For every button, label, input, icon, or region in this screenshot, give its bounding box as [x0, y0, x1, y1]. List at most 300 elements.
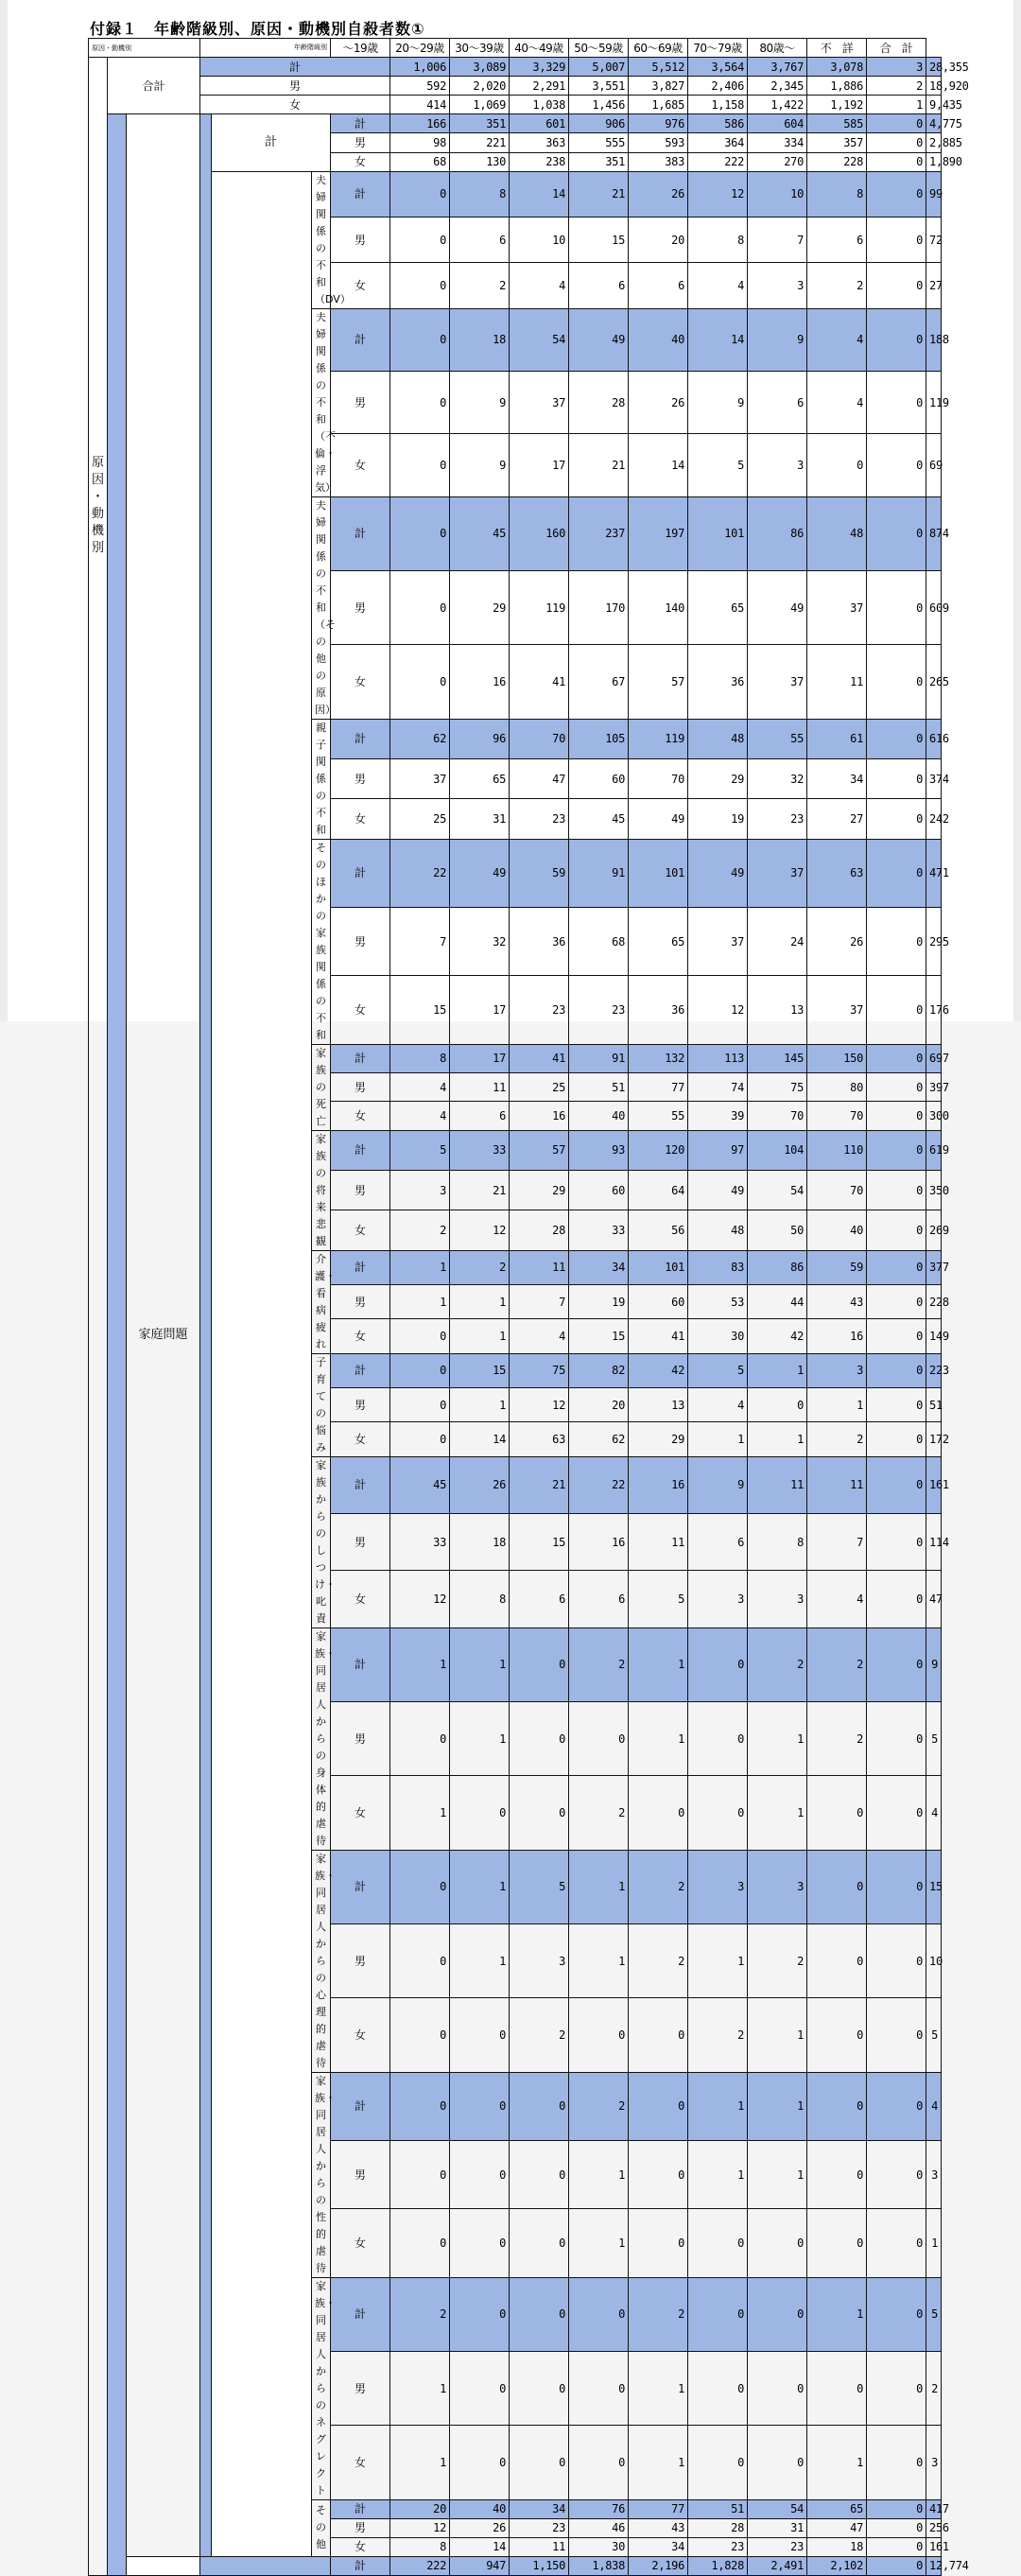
value-cell: 91: [569, 1044, 629, 1072]
value-cell: 9: [450, 371, 510, 433]
cause-label: [312, 839, 331, 1044]
value-cell: 16: [569, 1513, 629, 1570]
sex-label: 女: [331, 2209, 390, 2277]
value-cell: 22: [569, 1456, 629, 1513]
value-cell: 3,089: [450, 58, 510, 77]
sex-label: 男: [331, 570, 390, 644]
value-cell: 0: [867, 152, 926, 171]
value-cell: 1,006: [390, 58, 450, 77]
value-cell: 0: [867, 2518, 926, 2537]
value-cell: 0: [867, 907, 926, 975]
value-cell: 104: [748, 1130, 807, 1170]
value-cell: 18,920: [926, 77, 942, 96]
column-header: 合 計: [867, 39, 926, 58]
value-cell: 1: [569, 2140, 629, 2208]
cause-label: [312, 1044, 331, 1130]
value-cell: 6: [807, 217, 867, 262]
sex-label: 男: [331, 2351, 390, 2425]
sex-label: 女: [331, 645, 390, 719]
value-cell: 149: [926, 1319, 942, 1353]
value-cell: 40: [569, 1102, 629, 1130]
value-cell: 3: [748, 1850, 807, 1923]
next-category-label-cell: [127, 2556, 200, 2575]
value-cell: 3,078: [807, 58, 867, 77]
value-cell: 150: [807, 1044, 867, 1072]
value-cell: 21: [450, 1170, 510, 1210]
value-cell: 906: [569, 114, 629, 133]
value-cell: 2,102: [807, 2556, 867, 2575]
value-cell: 41: [510, 645, 569, 719]
value-cell: 14: [629, 434, 688, 496]
value-cell: 11: [510, 2537, 569, 2556]
value-cell: 222: [390, 2556, 450, 2575]
sex-label: 計: [331, 1850, 390, 1923]
value-cell: 1: [867, 96, 926, 114]
value-cell: 874: [926, 496, 942, 570]
value-cell: 3,767: [748, 58, 807, 77]
value-cell: 57: [510, 1130, 569, 1170]
sex-label: 男: [200, 77, 390, 96]
value-cell: 0: [807, 1850, 867, 1923]
value-cell: 27: [926, 263, 942, 308]
value-cell: 49: [629, 799, 688, 839]
value-cell: 2,406: [688, 77, 748, 96]
header-row: [89, 39, 942, 58]
value-cell: 2,291: [510, 77, 569, 96]
sex-label: 女: [331, 263, 390, 308]
sex-label: 計: [331, 114, 390, 133]
value-cell: 0: [390, 1422, 450, 1456]
value-cell: 4: [390, 1072, 450, 1101]
left-page-edge: [0, 0, 8, 1021]
sex-label: 男: [331, 217, 390, 262]
value-cell: 75: [748, 1072, 807, 1101]
value-cell: 0: [867, 1571, 926, 1627]
value-cell: 26: [450, 2518, 510, 2537]
value-cell: 4: [688, 263, 748, 308]
value-cell: 120: [629, 1130, 688, 1170]
value-cell: 6: [629, 263, 688, 308]
value-cell: 2: [748, 1923, 807, 1997]
value-cell: 24: [748, 907, 807, 975]
value-cell: 0: [867, 1513, 926, 1570]
cause-indent-cell: [212, 171, 312, 2556]
value-cell: 5: [510, 1850, 569, 1923]
value-cell: 0: [688, 2277, 748, 2351]
sex-label: 計: [331, 719, 390, 758]
value-cell: 9: [688, 1456, 748, 1513]
value-cell: 65: [807, 2499, 867, 2518]
value-cell: 1: [629, 1627, 688, 1701]
cause-label-text: 家族の死亡: [316, 1046, 327, 1127]
value-cell: 0: [867, 2209, 926, 2277]
value-cell: 351: [569, 152, 629, 171]
value-cell: 619: [926, 1130, 942, 1170]
value-cell: 5: [390, 1130, 450, 1170]
value-cell: 53: [688, 1284, 748, 1318]
value-cell: 1: [688, 2140, 748, 2208]
value-cell: 8: [748, 1513, 807, 1570]
value-cell: 54: [510, 308, 569, 371]
value-cell: 36: [688, 645, 748, 719]
value-cell: 37: [390, 758, 450, 798]
value-cell: 6: [569, 1571, 629, 1627]
value-cell: 18: [807, 2537, 867, 2556]
value-cell: 363: [510, 133, 569, 152]
value-cell: 13: [748, 976, 807, 1044]
value-cell: 130: [450, 152, 510, 171]
value-cell: 1: [450, 1284, 510, 1318]
value-cell: 0: [867, 133, 926, 152]
value-cell: 1: [569, 2209, 629, 2277]
value-cell: 0: [867, 1210, 926, 1250]
value-cell: 5: [688, 434, 748, 496]
value-cell: 1,890: [926, 152, 942, 171]
sex-label: 女: [331, 434, 390, 496]
value-cell: 1: [748, 1353, 807, 1387]
vertical-label-char: 動: [92, 507, 105, 522]
value-cell: 3: [688, 1850, 748, 1923]
value-cell: 15: [569, 217, 629, 262]
value-cell: 23: [688, 2537, 748, 2556]
value-cell: 23: [748, 2537, 807, 2556]
value-cell: 1: [450, 1627, 510, 1701]
vertical-label-char: 別: [92, 541, 105, 556]
value-cell: 0: [867, 2277, 926, 2351]
value-cell: 3,564: [688, 58, 748, 77]
column-header: 80歳～: [748, 39, 807, 58]
value-cell: 1: [390, 1250, 450, 1284]
value-cell: 21: [569, 171, 629, 217]
value-cell: 0: [569, 2277, 629, 2351]
value-cell: 0: [867, 2426, 926, 2499]
vertical-label-char: 機: [92, 524, 105, 539]
value-cell: 3: [807, 1353, 867, 1387]
grand-total-row: [89, 58, 942, 77]
value-cell: 86: [748, 1250, 807, 1284]
sex-label: 男: [331, 1923, 390, 1997]
value-cell: 14: [450, 2537, 510, 2556]
value-cell: 12: [390, 2518, 450, 2537]
value-cell: 2: [748, 1627, 807, 1701]
value-cell: 2: [569, 1776, 629, 1850]
cause-label-text: 家族・同居人から の心理的虐待: [315, 1852, 337, 2069]
value-cell: 105: [569, 719, 629, 758]
cause-label-text: 夫婦関係の不和 （不倫・浮気）: [315, 310, 337, 494]
value-cell: 1: [748, 1998, 807, 2072]
value-cell: 2: [629, 2277, 688, 2351]
value-cell: 5: [926, 2277, 942, 2351]
cause-label-text: 家族からのしつ け・叱責: [315, 1458, 337, 1625]
sex-label: 女: [331, 1102, 390, 1130]
value-cell: 11: [748, 1456, 807, 1513]
value-cell: 1: [390, 2426, 450, 2499]
value-cell: 222: [688, 152, 748, 171]
value-cell: 49: [748, 570, 807, 644]
value-cell: 0: [688, 2209, 748, 2277]
value-cell: 0: [390, 371, 450, 433]
value-cell: 0: [390, 171, 450, 217]
value-cell: 2,196: [629, 2556, 688, 2575]
value-cell: 601: [510, 114, 569, 133]
cause-label: [312, 1130, 331, 1250]
cause-label: [312, 308, 337, 496]
value-cell: 1,069: [450, 96, 510, 114]
value-cell: 0: [390, 1701, 450, 1775]
value-cell: 70: [510, 719, 569, 758]
value-cell: 3,827: [629, 77, 688, 96]
value-cell: 145: [748, 1044, 807, 1072]
column-header: 40～49歳: [510, 39, 569, 58]
sex-label: 男: [331, 2518, 390, 2537]
value-cell: 23: [748, 799, 807, 839]
value-cell: 947: [450, 2556, 510, 2575]
grand-total-row: [89, 96, 942, 114]
value-cell: 0: [867, 976, 926, 1044]
value-cell: 119: [926, 371, 942, 433]
value-cell: 0: [748, 2351, 807, 2425]
sex-label: 男: [331, 371, 390, 433]
value-cell: 98: [390, 133, 450, 152]
value-cell: 31: [450, 799, 510, 839]
value-cell: 59: [807, 1250, 867, 1284]
value-cell: 0: [390, 570, 450, 644]
value-cell: 2: [807, 263, 867, 308]
value-cell: 40: [629, 308, 688, 371]
value-cell: 65: [688, 570, 748, 644]
value-cell: 0: [450, 1776, 510, 1850]
cause-label-text: 夫婦関係の不和 （その他の原因）: [315, 498, 337, 716]
column-header: 60～69歳: [629, 39, 688, 58]
value-cell: 0: [390, 263, 450, 308]
value-cell: 15: [390, 976, 450, 1044]
value-cell: 32: [748, 758, 807, 798]
value-cell: 49: [450, 839, 510, 907]
table-body: [89, 39, 969, 2576]
value-cell: 65: [450, 758, 510, 798]
value-cell: 1: [807, 1387, 867, 1421]
sex-label: 計: [331, 2556, 390, 2575]
sex-label: 計: [331, 1130, 390, 1170]
value-cell: 54: [748, 2499, 807, 2518]
sex-label: 計: [331, 2072, 390, 2140]
value-cell: 223: [926, 1353, 942, 1387]
vertical-label-char: ・: [92, 490, 105, 505]
value-cell: 36: [510, 907, 569, 975]
value-cell: 228: [807, 152, 867, 171]
sex-label: 男: [331, 1387, 390, 1421]
value-cell: 76: [569, 2499, 629, 2518]
value-cell: 50: [748, 1210, 807, 1250]
value-cell: 0: [390, 1998, 450, 2072]
value-cell: 3: [390, 1170, 450, 1210]
value-cell: 3: [510, 1923, 569, 1997]
value-cell: 172: [926, 1422, 942, 1456]
sex-label: 女: [331, 1998, 390, 2072]
column-header: 50～59歳: [569, 39, 629, 58]
value-cell: 0: [867, 1998, 926, 2072]
sex-label: 女: [331, 2537, 390, 2556]
value-cell: 3: [748, 1571, 807, 1627]
value-cell: 37: [807, 976, 867, 1044]
value-cell: 0: [390, 2072, 450, 2140]
value-cell: 2: [926, 2351, 942, 2425]
page-title: 付録１ 年齢階級別、原因・動機別自殺者数①: [90, 20, 425, 38]
value-cell: 161: [926, 1456, 942, 1513]
value-cell: 19: [688, 799, 748, 839]
value-cell: 15: [450, 1353, 510, 1387]
value-cell: 170: [569, 570, 629, 644]
value-cell: 2: [569, 2072, 629, 2140]
value-cell: 1: [450, 1387, 510, 1421]
sex-label: 女: [331, 2426, 390, 2499]
value-cell: 2,885: [926, 133, 942, 152]
value-cell: 132: [629, 1044, 688, 1072]
sex-label: 男: [331, 133, 390, 152]
cause-label-text: 家族・同居人から の身体的虐待: [315, 1629, 337, 1847]
value-cell: 14: [510, 171, 569, 217]
value-cell: 40: [450, 2499, 510, 2518]
value-cell: 29: [510, 1170, 569, 1210]
value-cell: 101: [629, 1250, 688, 1284]
value-cell: 64: [629, 1170, 688, 1210]
cause-label: [312, 496, 337, 719]
value-cell: 0: [510, 1627, 569, 1701]
sex-label: 女: [331, 1422, 390, 1456]
value-cell: 0: [867, 1319, 926, 1353]
value-cell: 609: [926, 570, 942, 644]
value-cell: 0: [867, 434, 926, 496]
corner-right-label: 年齢階級別: [200, 39, 331, 58]
value-cell: 0: [867, 2140, 926, 2208]
value-cell: 0: [450, 2140, 510, 2208]
category-side-bar: [108, 114, 127, 2576]
value-cell: 1: [569, 1850, 629, 1923]
value-cell: 10: [748, 171, 807, 217]
value-cell: 74: [688, 1072, 748, 1101]
value-cell: 56: [629, 1210, 688, 1250]
value-cell: 55: [629, 1102, 688, 1130]
value-cell: 228: [926, 1284, 942, 1318]
value-cell: 62: [390, 719, 450, 758]
value-cell: 11: [450, 1072, 510, 1101]
value-cell: 351: [450, 114, 510, 133]
value-cell: 15: [569, 1319, 629, 1353]
value-cell: 26: [807, 907, 867, 975]
value-cell: 4: [926, 2072, 942, 2140]
value-cell: 0: [867, 2351, 926, 2425]
value-cell: 604: [748, 114, 807, 133]
value-cell: 5: [926, 1701, 942, 1775]
value-cell: 4: [926, 1776, 942, 1850]
value-cell: 45: [390, 1456, 450, 1513]
value-cell: 3: [688, 1571, 748, 1627]
sex-label: 計: [331, 1044, 390, 1072]
value-cell: 86: [748, 496, 807, 570]
value-cell: 37: [748, 839, 807, 907]
value-cell: 6: [688, 1513, 748, 1570]
value-cell: 374: [926, 758, 942, 798]
value-cell: 1: [748, 2140, 807, 2208]
value-cell: 0: [867, 217, 926, 262]
value-cell: 2: [450, 1250, 510, 1284]
sex-label: 男: [331, 1170, 390, 1210]
value-cell: 237: [569, 496, 629, 570]
value-cell: 0: [450, 2072, 510, 2140]
value-cell: 12,774: [926, 2556, 942, 2575]
value-cell: 0: [867, 1072, 926, 1101]
value-cell: 54: [748, 1170, 807, 1210]
value-cell: 0: [629, 2209, 688, 2277]
value-cell: 11: [510, 1250, 569, 1284]
value-cell: 10: [926, 1923, 942, 1997]
value-cell: 4: [807, 371, 867, 433]
value-cell: 0: [867, 2537, 926, 2556]
value-cell: 68: [390, 152, 450, 171]
value-cell: 0: [807, 2072, 867, 2140]
value-cell: 0: [688, 2426, 748, 2499]
value-cell: 0: [390, 217, 450, 262]
value-cell: 593: [629, 133, 688, 152]
value-cell: 41: [510, 1044, 569, 1072]
value-cell: 21: [569, 434, 629, 496]
sex-label: 女: [331, 152, 390, 171]
value-cell: 33: [390, 1513, 450, 1570]
sex-label: 男: [331, 1701, 390, 1775]
value-cell: 1: [450, 1923, 510, 1997]
value-cell: 1: [629, 1701, 688, 1775]
sex-label: 女: [331, 976, 390, 1044]
value-cell: 11: [629, 1513, 688, 1570]
cause-label: [312, 1850, 337, 2072]
value-cell: 27: [807, 799, 867, 839]
cause-label: [312, 171, 351, 308]
value-cell: 6: [450, 1102, 510, 1130]
value-cell: 1: [748, 1701, 807, 1775]
vertical-label-char: 因: [92, 473, 105, 488]
value-cell: 80: [807, 1072, 867, 1101]
value-cell: 0: [450, 1998, 510, 2072]
value-cell: 8: [450, 171, 510, 217]
cause-row: [89, 171, 942, 217]
cause-label: [312, 2277, 337, 2499]
grand-total-row: [89, 77, 942, 96]
value-cell: 0: [390, 1319, 450, 1353]
value-cell: 70: [807, 1170, 867, 1210]
value-cell: 0: [390, 2209, 450, 2277]
value-cell: 16: [450, 645, 510, 719]
value-cell: 2: [807, 1422, 867, 1456]
value-cell: 59: [510, 839, 569, 907]
value-cell: 0: [867, 1353, 926, 1387]
sex-label: 男: [331, 1072, 390, 1101]
value-cell: 300: [926, 1102, 942, 1130]
cause-label-text: 子育ての悩み: [316, 1355, 327, 1453]
value-cell: 46: [569, 2518, 629, 2537]
value-cell: 1,192: [807, 96, 867, 114]
cause-label: [312, 2072, 337, 2277]
value-cell: 4: [688, 1387, 748, 1421]
value-cell: 0: [807, 2209, 867, 2277]
value-cell: 0: [510, 2072, 569, 2140]
value-cell: 1: [450, 1701, 510, 1775]
value-cell: 0: [867, 1701, 926, 1775]
value-cell: 31: [748, 2518, 807, 2537]
value-cell: 2: [807, 1627, 867, 1701]
value-cell: 65: [629, 907, 688, 975]
value-cell: 22: [390, 839, 450, 907]
next-category-row: [89, 2556, 942, 2575]
